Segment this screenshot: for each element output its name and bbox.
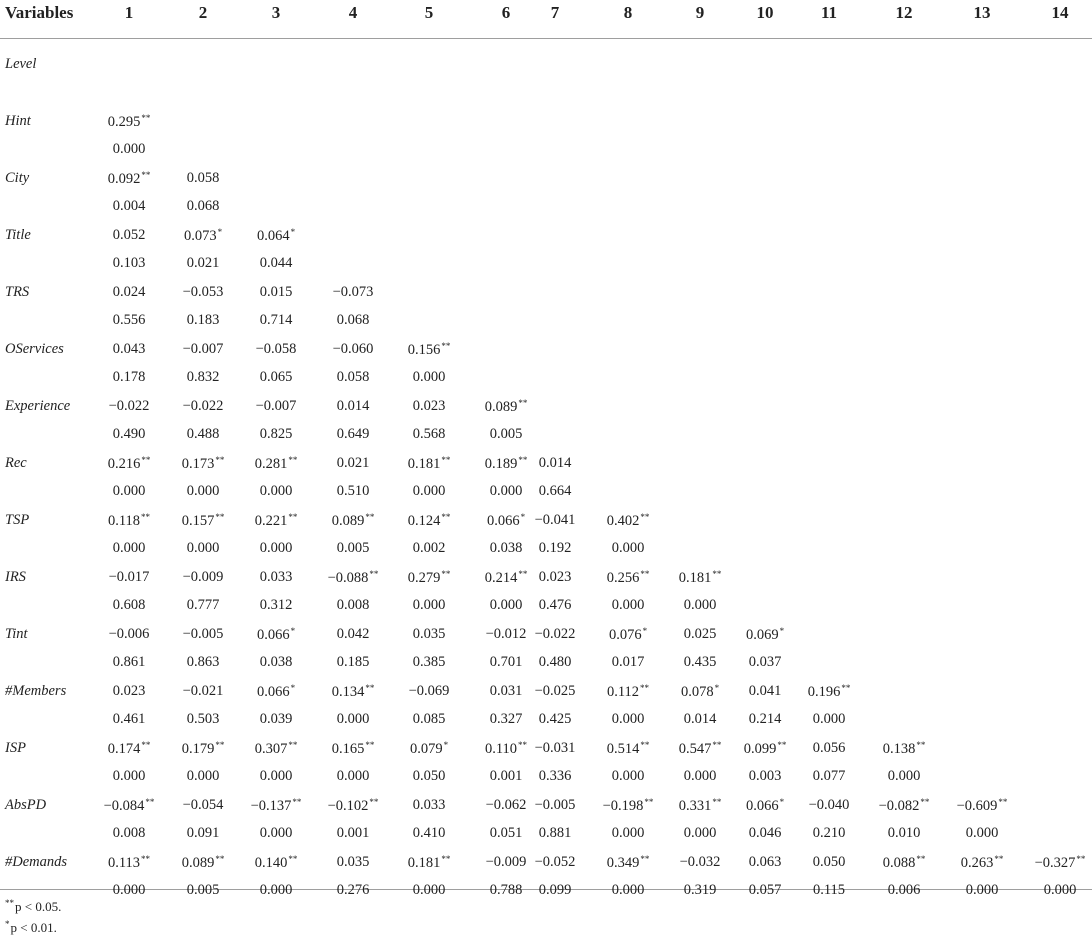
p-value-cell: 0.103 <box>112 255 146 271</box>
p-value-cell: 0.017 <box>611 654 645 670</box>
row-label: AbsPD <box>5 797 47 813</box>
coefficient-cell: 0.025 <box>683 626 717 642</box>
p-value-cell: 0.005 <box>336 540 370 556</box>
row-label: Rec <box>5 455 27 471</box>
coefficient-cell: 0.015 <box>259 284 293 300</box>
p-value-cell: 0.185 <box>336 654 370 670</box>
p-value-cell: 0.000 <box>489 597 523 613</box>
coefficient-cell: 0.113** <box>107 854 151 871</box>
coefficient-cell: 0.089** <box>484 398 528 415</box>
coefficient-cell: 0.031 <box>489 683 523 699</box>
coefficient-cell: −0.052 <box>534 854 576 870</box>
coefficient-cell: −0.137** <box>250 797 302 814</box>
coefficient-cell: 0.112** <box>606 683 650 700</box>
header-col-12: 12 <box>895 3 913 22</box>
p-value-cell: 0.788 <box>489 882 523 898</box>
coefficient-cell: 0.281** <box>254 455 298 472</box>
coefficient-cell: 0.402** <box>606 512 650 529</box>
p-value-cell: 0.863 <box>186 654 220 670</box>
p-value-cell: 0.000 <box>611 768 645 784</box>
p-value-cell: 0.005 <box>186 882 220 898</box>
coefficient-cell: 0.181** <box>678 569 722 586</box>
p-value-cell: 0.001 <box>336 825 370 841</box>
header-col-4: 4 <box>348 3 358 22</box>
p-value-cell: 0.000 <box>186 483 220 499</box>
coefficient-cell: 0.033 <box>412 797 446 813</box>
coefficient-cell: 0.014 <box>538 455 572 471</box>
row-label: TRS <box>5 284 30 300</box>
p-value-cell: 0.006 <box>887 882 921 898</box>
p-value-cell: 0.068 <box>336 312 370 328</box>
header-row <box>0 0 1092 39</box>
p-value-cell: 0.000 <box>412 483 446 499</box>
p-value-cell: 0.000 <box>186 540 220 556</box>
coefficient-cell: −0.031 <box>534 740 576 756</box>
coefficient-cell: 0.089** <box>331 512 375 529</box>
p-value-cell: 0.000 <box>112 141 146 157</box>
p-value-cell: 0.664 <box>538 483 572 499</box>
coefficient-cell: 0.156** <box>407 341 451 358</box>
coefficient-cell: −0.073 <box>332 284 374 300</box>
coefficient-cell: 0.331** <box>678 797 722 814</box>
coefficient-cell: 0.174** <box>107 740 151 757</box>
coefficient-cell: 0.014 <box>336 398 370 414</box>
p-value-cell: 0.000 <box>887 768 921 784</box>
p-value-cell: 0.435 <box>683 654 717 670</box>
row-label: Title <box>5 227 31 243</box>
coefficient-cell: 0.079* <box>409 740 449 757</box>
p-value-cell: 0.000 <box>259 768 293 784</box>
coefficient-cell: −0.025 <box>534 683 576 699</box>
p-value-cell: 0.000 <box>259 882 293 898</box>
coefficient-cell: −0.062 <box>485 797 527 813</box>
p-value-cell: 0.000 <box>259 483 293 499</box>
coefficient-cell: 0.023 <box>112 683 146 699</box>
row-label: Tint <box>5 626 28 642</box>
coefficient-cell: −0.040 <box>808 797 850 813</box>
p-value-cell: 0.480 <box>538 654 572 670</box>
coefficient-cell: 0.088** <box>882 854 926 871</box>
coefficient-cell: 0.140** <box>254 854 298 871</box>
p-value-cell: 0.000 <box>965 882 999 898</box>
coefficient-cell: 0.066* <box>745 797 785 814</box>
coefficient-cell: 0.099** <box>743 740 787 757</box>
header-col-11: 11 <box>820 3 838 22</box>
p-value-cell: 0.000 <box>112 768 146 784</box>
coefficient-cell: 0.256** <box>606 569 650 586</box>
coefficient-cell: −0.082** <box>878 797 930 814</box>
coefficient-cell: −0.058 <box>255 341 297 357</box>
coefficient-cell: 0.196** <box>807 683 851 700</box>
coefficient-cell: −0.022 <box>182 398 224 414</box>
p-value-cell: 0.085 <box>412 711 446 727</box>
p-value-cell: 0.000 <box>611 597 645 613</box>
coefficient-cell: 0.023 <box>538 569 572 585</box>
coefficient-cell: 0.024 <box>112 284 146 300</box>
coefficient-cell: −0.009 <box>485 854 527 870</box>
p-value-cell: 0.099 <box>538 882 572 898</box>
p-value-cell: 0.000 <box>611 882 645 898</box>
header-col-5: 5 <box>424 3 434 22</box>
p-value-cell: 0.000 <box>336 768 370 784</box>
p-value-cell: 0.000 <box>259 825 293 841</box>
header-col-9: 9 <box>695 3 705 22</box>
coefficient-cell: 0.547** <box>678 740 722 757</box>
coefficient-cell: 0.157** <box>181 512 225 529</box>
p-value-cell: 0.701 <box>489 654 523 670</box>
p-value-cell: 0.714 <box>259 312 293 328</box>
p-value-cell: 0.000 <box>412 597 446 613</box>
coefficient-cell: 0.041 <box>748 683 782 699</box>
row-label: Hint <box>5 113 31 129</box>
p-value-cell: 0.014 <box>683 711 717 727</box>
coefficient-cell: 0.043 <box>112 341 146 357</box>
p-value-cell: 0.461 <box>112 711 146 727</box>
p-value-cell: 0.327 <box>489 711 523 727</box>
coefficient-cell: 0.023 <box>412 398 446 414</box>
row-label: #Members <box>5 683 67 699</box>
p-value-cell: 0.556 <box>112 312 146 328</box>
row-label: Level <box>5 56 37 72</box>
coefficient-cell: −0.053 <box>182 284 224 300</box>
p-value-cell: 0.004 <box>112 198 146 214</box>
p-value-cell: 0.000 <box>186 768 220 784</box>
header-col-2: 2 <box>198 3 208 22</box>
p-value-cell: 0.476 <box>538 597 572 613</box>
coefficient-cell: 0.181** <box>407 854 451 871</box>
p-value-cell: 0.000 <box>112 882 146 898</box>
footnote: *p < 0.01. <box>5 919 57 935</box>
p-value-cell: 0.000 <box>611 711 645 727</box>
coefficient-cell: −0.022 <box>108 398 150 414</box>
p-value-cell: 0.861 <box>112 654 146 670</box>
coefficient-cell: 0.307** <box>254 740 298 757</box>
coefficient-cell: 0.179** <box>181 740 225 757</box>
coefficient-cell: 0.064* <box>256 227 296 244</box>
header-variables: Variables <box>5 3 74 22</box>
p-value-cell: 0.385 <box>412 654 446 670</box>
coefficient-cell: 0.066* <box>256 626 296 643</box>
p-value-cell: 0.058 <box>336 369 370 385</box>
coefficient-cell: −0.054 <box>182 797 224 813</box>
p-value-cell: 0.825 <box>259 426 293 442</box>
coefficient-cell: 0.035 <box>412 626 446 642</box>
p-value-cell: 0.000 <box>489 483 523 499</box>
p-value-cell: 0.091 <box>186 825 220 841</box>
p-value-cell: 0.192 <box>538 540 572 556</box>
p-value-cell: 0.000 <box>611 540 645 556</box>
coefficient-cell: 0.033 <box>259 569 293 585</box>
p-value-cell: 0.000 <box>683 768 717 784</box>
p-value-cell: 0.044 <box>259 255 293 271</box>
p-value-cell: 0.115 <box>812 882 846 898</box>
p-value-cell: 0.178 <box>112 369 146 385</box>
p-value-cell: 0.046 <box>748 825 782 841</box>
coefficient-cell: 0.058 <box>186 170 220 186</box>
coefficient-cell: −0.009 <box>182 569 224 585</box>
coefficient-cell: 0.021 <box>336 455 370 471</box>
p-value-cell: 0.214 <box>748 711 782 727</box>
coefficient-cell: 0.050 <box>812 854 846 870</box>
p-value-cell: 0.001 <box>489 768 523 784</box>
p-value-cell: 0.425 <box>538 711 572 727</box>
p-value-cell: 0.000 <box>1043 882 1077 898</box>
header-col-14: 14 <box>1051 3 1069 22</box>
row-label: City <box>5 170 30 186</box>
coefficient-cell: 0.063 <box>748 854 782 870</box>
header-col-6: 6 <box>501 3 511 22</box>
p-value-cell: 0.002 <box>412 540 446 556</box>
coefficient-cell: −0.327** <box>1034 854 1086 871</box>
coefficient-cell: −0.609** <box>956 797 1008 814</box>
coefficient-cell: 0.138** <box>882 740 926 757</box>
coefficient-cell: 0.056 <box>812 740 846 756</box>
header-col-1: 1 <box>124 3 134 22</box>
p-value-cell: 0.039 <box>259 711 293 727</box>
coefficient-cell: 0.295** <box>107 113 151 130</box>
p-value-cell: 0.319 <box>683 882 717 898</box>
p-value-cell: 0.065 <box>259 369 293 385</box>
p-value-cell: 0.000 <box>259 540 293 556</box>
p-value-cell: 0.010 <box>887 825 921 841</box>
p-value-cell: 0.021 <box>186 255 220 271</box>
coefficient-cell: 0.263** <box>960 854 1004 871</box>
coefficient-cell: −0.198** <box>602 797 654 814</box>
p-value-cell: 0.003 <box>748 768 782 784</box>
coefficient-cell: −0.017 <box>108 569 150 585</box>
p-value-cell: 0.057 <box>748 882 782 898</box>
coefficient-cell: 0.124** <box>407 512 451 529</box>
p-value-cell: 0.568 <box>412 426 446 442</box>
coefficient-cell: 0.066* <box>486 512 526 529</box>
row-label: IRS <box>5 569 26 585</box>
p-value-cell: 0.000 <box>965 825 999 841</box>
p-value-cell: 0.312 <box>259 597 293 613</box>
coefficient-cell: −0.041 <box>534 512 576 528</box>
footnote: **p < 0.05. <box>5 898 62 914</box>
p-value-cell: 0.832 <box>186 369 220 385</box>
p-value-cell: 0.008 <box>336 597 370 613</box>
coefficient-cell: −0.088** <box>327 569 379 586</box>
coefficient-cell: −0.005 <box>534 797 576 813</box>
row-label: OServices <box>5 341 64 357</box>
p-value-cell: 0.038 <box>489 540 523 556</box>
p-value-cell: 0.649 <box>336 426 370 442</box>
coefficient-cell: −0.007 <box>255 398 297 414</box>
coefficient-cell: −0.021 <box>182 683 224 699</box>
coefficient-cell: 0.279** <box>407 569 451 586</box>
p-value-cell: 0.210 <box>812 825 846 841</box>
p-value-cell: 0.038 <box>259 654 293 670</box>
p-value-cell: 0.000 <box>683 597 717 613</box>
p-value-cell: 0.881 <box>538 825 572 841</box>
row-label: TSP <box>5 512 30 528</box>
coefficient-cell: −0.022 <box>534 626 576 642</box>
p-value-cell: 0.000 <box>812 711 846 727</box>
coefficient-cell: 0.069* <box>745 626 785 643</box>
p-value-cell: 0.000 <box>683 825 717 841</box>
coefficient-cell: 0.052 <box>112 227 146 243</box>
p-value-cell: 0.490 <box>112 426 146 442</box>
coefficient-cell: 0.092** <box>107 170 151 187</box>
coefficient-cell: 0.076* <box>608 626 648 643</box>
coefficient-cell: −0.032 <box>679 854 721 870</box>
coefficient-cell: −0.007 <box>182 341 224 357</box>
p-value-cell: 0.336 <box>538 768 572 784</box>
coefficient-cell: 0.078* <box>680 683 720 700</box>
coefficient-cell: −0.012 <box>485 626 527 642</box>
coefficient-cell: −0.060 <box>332 341 374 357</box>
p-value-cell: 0.000 <box>611 825 645 841</box>
header-col-3: 3 <box>271 3 281 22</box>
p-value-cell: 0.488 <box>186 426 220 442</box>
p-value-cell: 0.077 <box>812 768 846 784</box>
header-col-8: 8 <box>623 3 633 22</box>
coefficient-cell: 0.118** <box>107 512 151 529</box>
coefficient-cell: 0.165** <box>331 740 375 757</box>
coefficient-cell: −0.084** <box>103 797 155 814</box>
coefficient-cell: −0.006 <box>108 626 150 642</box>
header-col-10: 10 <box>756 3 774 22</box>
coefficient-cell: 0.514** <box>606 740 650 757</box>
coefficient-cell: 0.089** <box>181 854 225 871</box>
p-value-cell: 0.000 <box>336 711 370 727</box>
coefficient-cell: 0.042 <box>336 626 370 642</box>
header-col-7: 7 <box>550 3 560 22</box>
coefficient-cell: 0.189** <box>484 455 528 472</box>
p-value-cell: 0.000 <box>112 540 146 556</box>
p-value-cell: 0.000 <box>112 483 146 499</box>
p-value-cell: 0.777 <box>186 597 220 613</box>
coefficient-cell: 0.216** <box>107 455 151 472</box>
coefficient-cell: 0.214** <box>484 569 528 586</box>
p-value-cell: 0.503 <box>186 711 220 727</box>
coefficient-cell: 0.134** <box>331 683 375 700</box>
coefficient-cell: 0.349** <box>606 854 650 871</box>
row-label: #Demands <box>5 854 68 870</box>
p-value-cell: 0.000 <box>412 369 446 385</box>
coefficient-cell: 0.110** <box>484 740 528 757</box>
p-value-cell: 0.608 <box>112 597 146 613</box>
p-value-cell: 0.005 <box>489 426 523 442</box>
coefficient-cell: 0.221** <box>254 512 298 529</box>
p-value-cell: 0.008 <box>112 825 146 841</box>
coefficient-cell: 0.073* <box>183 227 223 244</box>
header-col-13: 13 <box>973 3 991 22</box>
p-value-cell: 0.410 <box>412 825 446 841</box>
p-value-cell: 0.000 <box>412 882 446 898</box>
coefficient-cell: −0.005 <box>182 626 224 642</box>
p-value-cell: 0.183 <box>186 312 220 328</box>
row-label: ISP <box>5 740 26 756</box>
coefficient-cell: −0.102** <box>327 797 379 814</box>
p-value-cell: 0.510 <box>336 483 370 499</box>
row-label: Experience <box>5 398 71 414</box>
p-value-cell: 0.051 <box>489 825 523 841</box>
p-value-cell: 0.050 <box>412 768 446 784</box>
coefficient-cell: 0.035 <box>336 854 370 870</box>
coefficient-cell: 0.181** <box>407 455 451 472</box>
coefficient-cell: 0.173** <box>181 455 225 472</box>
coefficient-cell: −0.069 <box>408 683 450 699</box>
p-value-cell: 0.276 <box>336 882 370 898</box>
p-value-cell: 0.068 <box>186 198 220 214</box>
p-value-cell: 0.037 <box>748 654 782 670</box>
coefficient-cell: 0.066* <box>256 683 296 700</box>
